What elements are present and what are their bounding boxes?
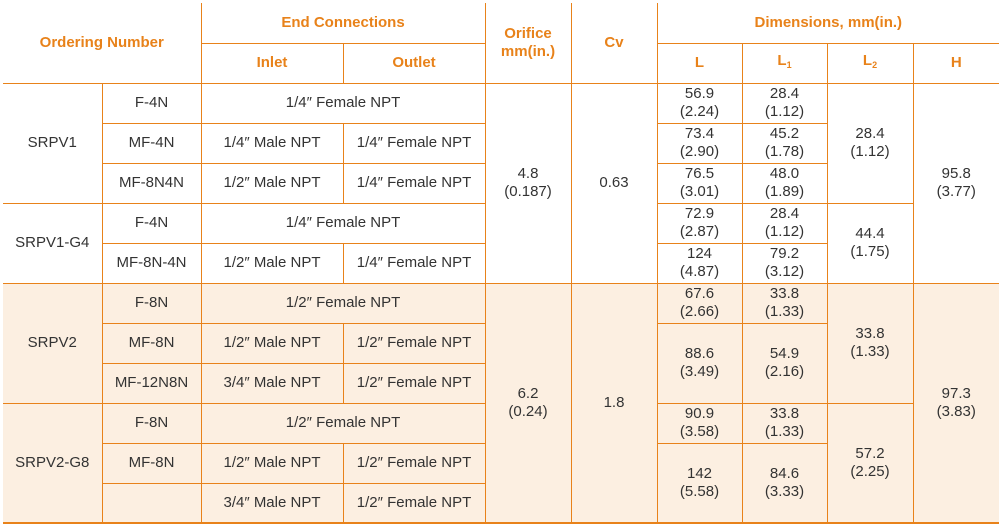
header-dimensions: Dimensions, mm(in.): [657, 3, 999, 43]
dim-in: (2.25): [850, 462, 890, 480]
header-L2-sub: 2: [872, 60, 878, 70]
table-row: [3, 283, 999, 323]
dim-mm: 28.4: [769, 205, 800, 222]
dim-mm: 54.9: [769, 345, 800, 362]
code-cell: F-8N: [102, 283, 201, 323]
table-row: [3, 83, 999, 123]
dim-mm: 79.2: [769, 245, 800, 262]
inlet-cell: 1/2″ Male NPT: [201, 443, 343, 483]
cv-srpv1: 0.63: [571, 83, 657, 283]
model-srpv1: SRPV1: [3, 83, 102, 203]
dim-mm: 88.6: [684, 345, 715, 362]
dim-L2: [827, 83, 913, 203]
dim-mm: 57.2: [855, 444, 885, 462]
dim-in: (3.01): [679, 183, 720, 200]
dim-in: (5.58): [679, 482, 720, 500]
orifice-srpv2: [485, 283, 571, 523]
dim-L: [657, 123, 742, 163]
header-inlet: Inlet: [201, 43, 343, 83]
dim-mm: 33.8: [769, 285, 800, 302]
dim-in: (3.83): [936, 402, 976, 420]
dim-L2: [827, 203, 913, 283]
model-srpv2-g8: SRPV2-G8: [3, 403, 102, 523]
orifice-mm: 4.8: [517, 165, 539, 182]
code-cell: F-4N: [102, 83, 201, 123]
dim-in: (1.33): [764, 423, 805, 440]
dim-in: (1.33): [850, 343, 890, 360]
inlet-cell: 1/4″ Male NPT: [201, 123, 343, 163]
dim-in: (1.33): [764, 303, 805, 320]
dim-in: (2.87): [679, 223, 720, 240]
dim-mm: 67.6: [684, 285, 715, 302]
outlet-cell: 1/2″ Female NPT: [343, 483, 485, 523]
connection-cell: 1/4″ Female NPT: [201, 203, 485, 243]
inlet-cell: 1/2″ Male NPT: [201, 323, 343, 363]
dim-in: (3.12): [764, 263, 805, 280]
code-cell: MF-8N: [102, 443, 201, 483]
dim-in: (1.12): [850, 143, 890, 160]
connection-cell: 1/4″ Female NPT: [201, 83, 485, 123]
code-cell: F-8N: [102, 403, 201, 443]
dim-mm: 90.9: [684, 405, 715, 422]
dim-L1: [742, 83, 827, 123]
header-L1-sub: 1: [786, 60, 792, 70]
dim-L2: [827, 403, 913, 523]
dim-in: (2.24): [679, 103, 720, 120]
code-cell: MF-8N4N: [102, 163, 201, 203]
dim-mm: 48.0: [769, 165, 800, 182]
ordering-table: [3, 3, 999, 524]
dim-L1: [742, 283, 827, 323]
header-orifice: [485, 3, 571, 83]
dim-mm: 33.8: [855, 325, 885, 342]
code-cell: MF-4N: [102, 123, 201, 163]
dim-mm: 33.8: [769, 405, 800, 422]
dim-in: (1.12): [764, 223, 805, 240]
model-srpv2: SRPV2: [3, 283, 102, 403]
product-table-wrapper: [3, 3, 999, 524]
dim-L: [657, 163, 742, 203]
connection-cell: 1/2″ Female NPT: [201, 283, 485, 323]
outlet-cell: 1/2″ Female NPT: [343, 443, 485, 483]
dim-H: [913, 83, 999, 283]
dim-L1: [742, 403, 827, 443]
dim-L: [657, 203, 742, 243]
code-cell: MF-8N: [102, 323, 201, 363]
dim-in: (2.90): [679, 143, 720, 160]
header-L1-letter: L: [777, 52, 787, 69]
dim-mm: 56.9: [684, 85, 715, 102]
dim-L1: [742, 323, 827, 403]
dim-in: (1.12): [764, 103, 805, 120]
dim-in: (2.66): [679, 303, 720, 320]
inlet-cell: 3/4″ Male NPT: [201, 483, 343, 523]
dim-in: (4.87): [679, 263, 720, 280]
dim-L1: [742, 443, 827, 523]
dim-in: (1.78): [764, 143, 805, 160]
dim-in: (3.58): [679, 423, 720, 440]
dim-mm: 45.2: [769, 125, 800, 142]
dim-mm: 72.9: [684, 205, 715, 222]
code-cell: [102, 483, 201, 523]
dim-L: [657, 83, 742, 123]
dim-mm: 97.3: [941, 384, 971, 402]
header-L2: [827, 43, 913, 83]
inlet-cell: 1/2″ Male NPT: [201, 163, 343, 203]
dim-L2: [827, 283, 913, 403]
orifice-mm: 6.2: [517, 384, 539, 402]
dim-mm: 84.6: [769, 464, 800, 482]
dim-in: (1.89): [764, 183, 805, 200]
dim-mm: 28.4: [769, 85, 800, 102]
outlet-cell: 1/4″ Female NPT: [343, 163, 485, 203]
header-ordering-number: Ordering Number: [3, 3, 201, 83]
dim-L: [657, 323, 742, 403]
header-orifice-line1: Orifice: [504, 24, 552, 42]
outlet-cell: 1/2″ Female NPT: [343, 363, 485, 403]
dim-mm: 76.5: [684, 165, 715, 182]
dim-mm: 142: [686, 464, 713, 482]
dim-in: (1.75): [850, 243, 890, 260]
inlet-cell: 3/4″ Male NPT: [201, 363, 343, 403]
orifice-srpv1: [485, 83, 571, 283]
connection-cell: 1/2″ Female NPT: [201, 403, 485, 443]
dim-L1: [742, 123, 827, 163]
code-cell: MF-8N-4N: [102, 243, 201, 283]
dim-in: (3.33): [764, 482, 805, 500]
header-L: L: [657, 43, 742, 83]
dim-in: (2.16): [764, 363, 805, 380]
header-orifice-line2: mm(in.): [500, 42, 556, 60]
dim-L: [657, 243, 742, 283]
dim-mm: 124: [686, 245, 713, 262]
dim-mm: 44.4: [855, 225, 885, 242]
outlet-cell: 1/2″ Female NPT: [343, 323, 485, 363]
dim-L: [657, 283, 742, 323]
header-H: H: [913, 43, 999, 83]
orifice-in: (0.24): [508, 402, 548, 420]
dim-L1: [742, 163, 827, 203]
dim-L1: [742, 203, 827, 243]
inlet-cell: 1/2″ Male NPT: [201, 243, 343, 283]
header-outlet: Outlet: [343, 43, 485, 83]
dim-mm: 95.8: [941, 165, 971, 182]
dim-H: [913, 283, 999, 523]
dim-in: (3.77): [936, 183, 976, 200]
outlet-cell: 1/4″ Female NPT: [343, 243, 485, 283]
model-srpv1-g4: SRPV1-G4: [3, 203, 102, 283]
cv-srpv2: 1.8: [571, 283, 657, 523]
orifice-in: (0.187): [504, 183, 552, 200]
dim-mm: 28.4: [855, 125, 885, 142]
outlet-cell: 1/4″ Female NPT: [343, 123, 485, 163]
dim-in: (3.49): [679, 363, 720, 380]
dim-L: [657, 443, 742, 523]
header-cv: Cv: [571, 3, 657, 83]
code-cell: MF-12N8N: [102, 363, 201, 403]
header-L1: [742, 43, 827, 83]
dim-L1: [742, 243, 827, 283]
code-cell: F-4N: [102, 203, 201, 243]
header-L2-letter: L: [862, 52, 873, 69]
dim-L: [657, 403, 742, 443]
header-end-connections: End Connections: [201, 3, 485, 43]
dim-mm: 73.4: [684, 125, 715, 142]
